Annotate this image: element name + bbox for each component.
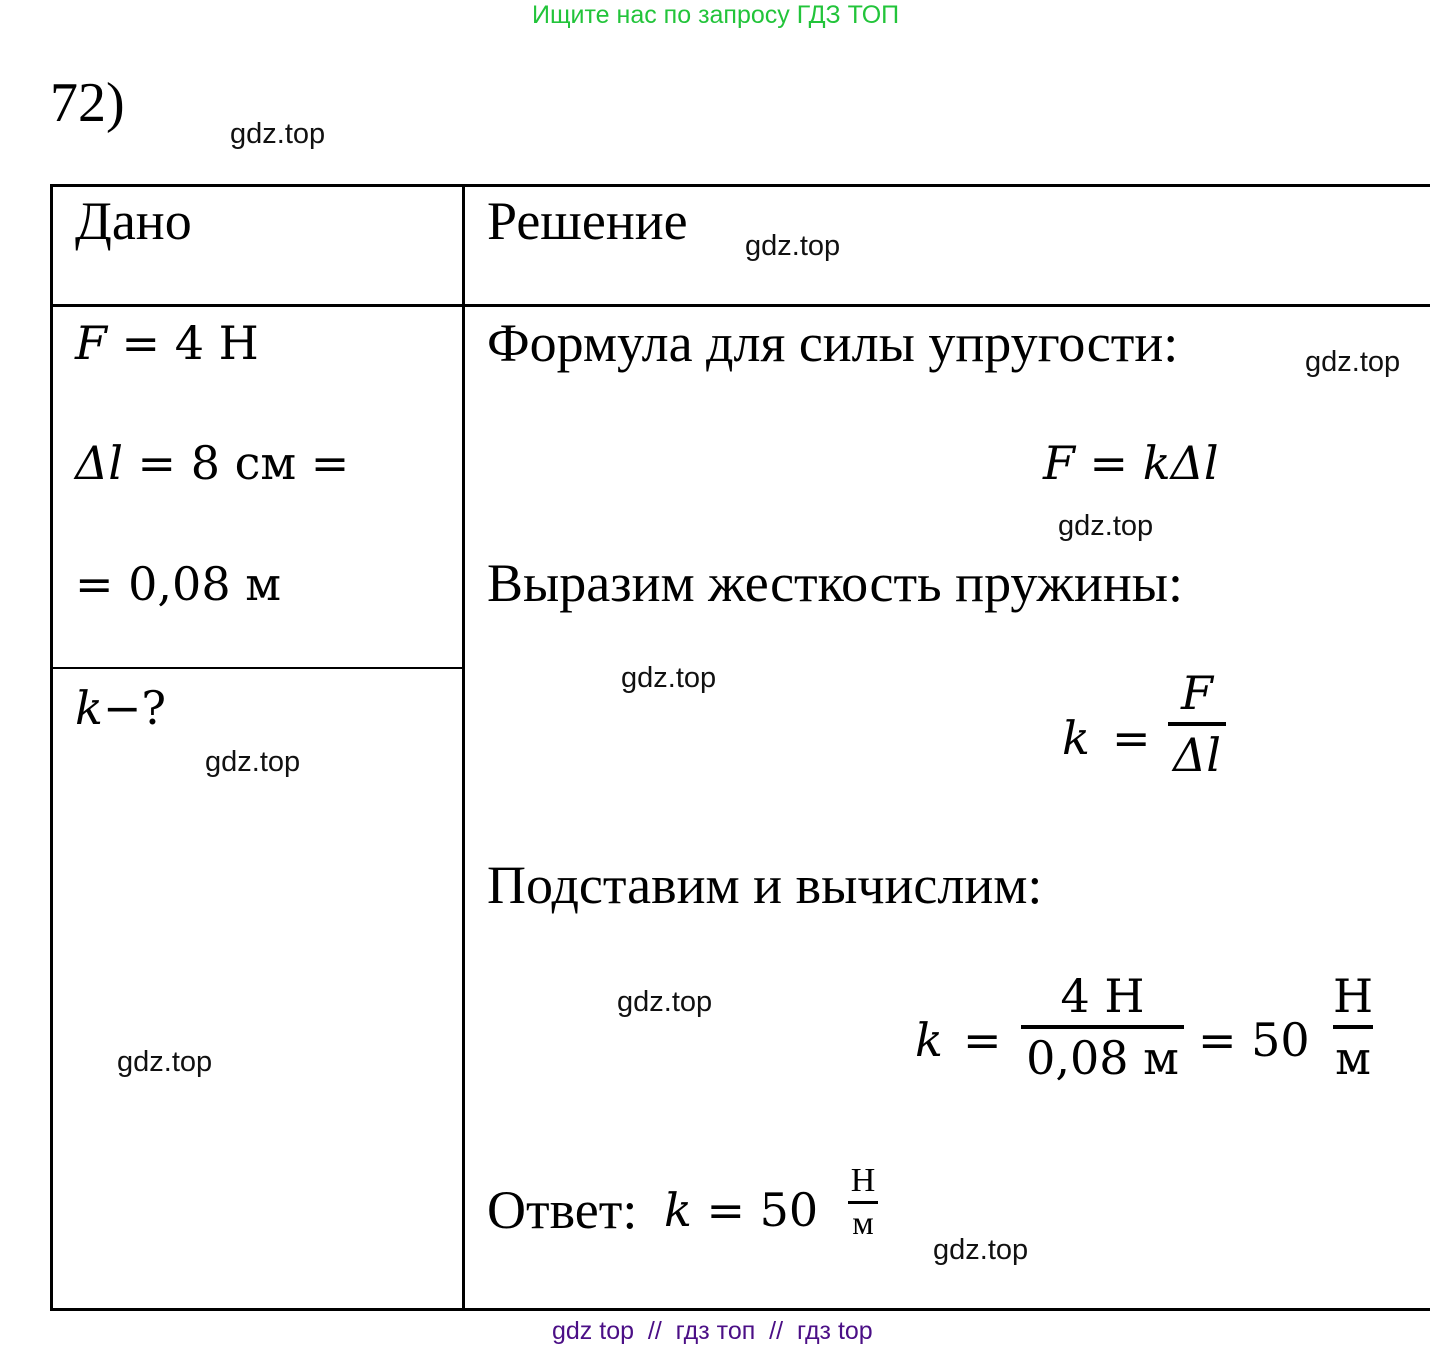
formula3-eq: = — [963, 1013, 1002, 1067]
header-given: Дано — [75, 191, 192, 251]
formula3-lhs: k — [915, 1013, 943, 1067]
given-force: F = 4 Н — [75, 316, 259, 370]
given-elongation-si: = 0,08 м — [75, 557, 281, 611]
footer-watermark: gdz top // гдз топ // гдз top — [552, 1317, 873, 1345]
answer-value: k = 50 — [664, 1183, 819, 1237]
formula3-result: = 50 — [1198, 1013, 1310, 1067]
step3-text: Подставим и вычислим: — [487, 855, 1043, 915]
watermark: gdz.top — [1058, 510, 1154, 542]
watermark: gdz.top — [617, 986, 713, 1018]
formula2-fraction: F Δl — [1168, 670, 1226, 778]
step2-text: Выразим жесткость пружины: — [487, 553, 1184, 613]
answer-label: Ответ: — [487, 1180, 638, 1240]
watermark: gdz.top — [1305, 346, 1401, 378]
table-bottom-border — [50, 1308, 1430, 1311]
find-k: k−? — [75, 681, 167, 735]
watermark: gdz.top — [745, 230, 841, 262]
watermark: gdz.top — [117, 1046, 213, 1078]
top-banner: Ищите нас по запросу ГДЗ ТОП — [532, 1, 900, 29]
formula-hooke: F = kΔl — [1043, 436, 1219, 490]
problem-number: 72) — [50, 72, 125, 134]
formula2-eq: = — [1112, 711, 1151, 765]
formula2-lhs: k — [1062, 711, 1090, 765]
table-column-divider — [462, 184, 465, 1311]
watermark: gdz.top — [621, 662, 717, 694]
watermark: gdz.top — [230, 118, 326, 150]
formula3-fraction: 4 Н 0,08 м — [1021, 973, 1184, 1081]
step1-text: Формула для силы упругости: — [487, 313, 1179, 373]
table-left-border — [50, 184, 53, 1311]
given-elongation: Δl = 8 см = — [75, 436, 350, 490]
given-find-divider — [50, 667, 464, 669]
answer-unit: Н м — [848, 1164, 878, 1241]
table-top-border — [50, 184, 1430, 187]
header-solution: Решение — [487, 191, 688, 251]
watermark: gdz.top — [205, 746, 301, 778]
table-header-divider — [50, 304, 1430, 307]
formula3-unit: Н м — [1332, 969, 1374, 1085]
watermark: gdz.top — [933, 1234, 1029, 1266]
